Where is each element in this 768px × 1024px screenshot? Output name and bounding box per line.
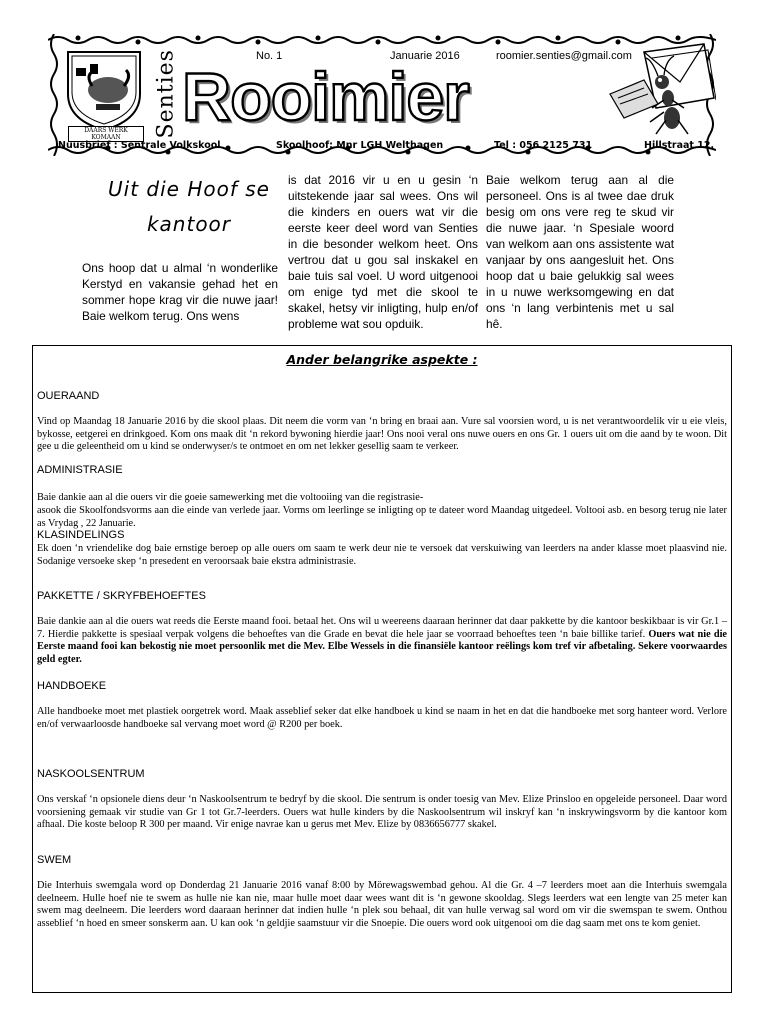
ant-mascot-icon [604,42,716,138]
phone-number: Tel : 056 2125 731 [494,140,593,151]
handboeke-text: Alle handboeke moet met plastiek oorgetrek word. Maak asseblief seker dat elke handboek u kind se naam in het en dat die handboeke met sorg hanteer word. Verlore en/of verwaarloosde handboeke sal vervang moet word @ R200 per boek. [37,706,727,730]
issue-date: Januarie 2016 [390,50,460,62]
email-address[interactable]: roomier.senties@gmail.com [496,50,632,62]
newsletter-title: Rooimier [182,59,469,135]
issue-number: No. 1 [256,50,283,62]
swem-heading: SWEM [37,854,72,866]
aspects-title: Ander belangrike aspekte : [286,352,478,367]
admin-text-2: asook die Skoolfondsvorms aan die einde van verlede jaar. Vorms om leerlinge se inligting op te dateer word Maandag uitgedeel. Voltooi asb. en besorg terug nie later as Vrydag , 22 Januarie. [37,505,727,529]
naskool-text: Ons verskaf ‘n opsionele diens deur ‘n Naskoolsentrum te bedryf by die skool. Die sentrum is onder toesig van Mev. Elize Prinsloo en opgeleide personeel. Daar word voorsiening gemaak vir studie van Gr 1 tot Gr.7-leerders. Ouers wat hulle kinders by die Naskoolsentrum wil inskryf kan ‘n inskrywingsvorm by die kantoor kom afhaal. Die koste beloop R 300 per maand. Vir enige navrae kan u gerus met Mev. Elize by 0836656777 skakel. [37,794,727,831]
naskool-heading: NASKOOLSENTRUM [37,768,145,780]
intro-heading: Uit die Hoof se kantoor [108,177,270,236]
oueraand-text: Vind op Maandag 18 Januarie 2016 by die skool plaas. Dit neem die vorm van ‘n bring en braai aan. Vure sal voorsien word, u is net verantwoordelik vir u eie vleis, bykosse, eetgerei en drinkgoed. Kom ons maak dit ‘n rekord bywoning hierdie jaar! Ons nooi veral ons nuwe ouers en ons Gr. 1 ouers uit om die aand by te woon. Dit gee u die geleentheid om u kind se onderwyser/s te ontmoet en om net lekker gesellig saam te verkeer. [37,416,727,453]
masthead [48,34,716,156]
crest-motto: DAARS WERK KOMAAN [68,126,144,142]
vine-border-left [48,34,60,156]
school-crest [62,46,146,141]
newsletter-subtitle: Nuusbrief : Sentrale Volkskool [58,140,221,151]
pakkette-text [37,616,727,666]
intro-column-1: Ons hoop dat u almal ‘n wonderlike Kerstyd en vakansie gehad het en sommer hope krag vir die nuwe jaar! Baie welkom terug. Ons wens [82,261,278,323]
street-address: Hillstraat 12, [644,140,715,151]
handboeke-heading: HANDBOEKE [37,680,107,692]
admin-heading: ADMINISTRASIE [37,464,123,476]
pakkette-bold: Ouers wat nie die Eerste maand fooi kan bekostig nie moet persoonlik met die Mev. Elbe Wessels in die finansiële kantoor reëlings kom tref vir afbetaling. Sekere voorwaardes geld egter. [37,628,728,665]
aspects-box [32,345,732,993]
principal-name: Skoolhoof: Mnr LGH Welthagen [276,140,444,151]
senties-vertical [148,48,182,140]
intro-column-2: is dat 2016 vir u en u gesin ‘n uitstekende jaar sal wees. Ons wil die kinders en ouers wat vir die eerste keer deel word van Senties in die besonder welkom heet. Ons vertrou dat u gou sal inskakel en baie tuis sal voel. U word uitgenooi om enige tyd met die skool te skakel, hetsy vir inligting, hulp en/of probleme wat sou opduik. [288,173,478,331]
klas-text: Ek doen ‘n vriendelike dog baie ernstige beroep op alle ouers om saam te werk deur nie te versoek dat verskuiwing van leerders na ander klasse moet plaasvind nie. Sodanige versoeke skep ‘n presedent en veroorsaak baie ekstra administrasie. [37,543,727,567]
pakkette-body: Baie dankie aan al die ouers wat reeds die Eerste maand fooi. betaal het. Ons wil u weereens daaraan herinner dat daar pakkette by die kantoor beskikbaar is vir Gr.1 – 7. Hierdie pakkette is spesiaal verpak volgens die behoeftes van die Grade en bevat die hele jaar se voorraad behoeftes teen ‘n baie billike tarief. [37,616,727,640]
swem-text: Die Interhuis swemgala word op Donderdag 21 Januarie 2016 vanaf 8:00 by Mörewagswembad gehou. Al die Gr. 4 –7 leerders moet aan die Interhuis swemgala deelneem. Hulle hoef nie te swem as hulle nie kan nie, maar hulle moet daar wees want dit is ‘n gewone skooldag. Slegs leerders wat een lengte van 25 meter kan swem mag deelneem. Die leerders word daaraan herinner dat indien hulle ‘n plek sou behaal, dit van hulle verwag sal word om vir die swemspan te swem. Onthou asseblief ‘n hoed en smeer sonskerm aan. U kan ook ‘n geldjie saamstuur vir die Snoepie. Die ouers word ook uitgenooi om die dag saam met ons te kom geniet. [37,880,727,929]
klas-heading: KLASINDELINGS [37,529,125,541]
admin-text-1: Baie dankie aan al die ouers vir die goeie samewerking met die voltooiing van die registrasie- [37,492,424,503]
intro-column-3: Baie welkom terug aan al die personeel. Ons is al twee dae druk besig om ons vere reg te skud vir die nuwe jaar. ‘n Spesiale woord van welkom aan ons assistente wat vanjaar by ons aangesluit het. Ons hoop dat u baie gelukkig sal wees in u nuwe werksomgewing en dat ons ‘n lang verbintenis met u sal hê. [486,173,674,331]
senties-label: Senties [153,49,179,139]
pakkette-heading: PAKKETTE / SKRYFBEHOEFTES [37,590,206,602]
oueraand-heading: OUERAAND [37,390,100,402]
